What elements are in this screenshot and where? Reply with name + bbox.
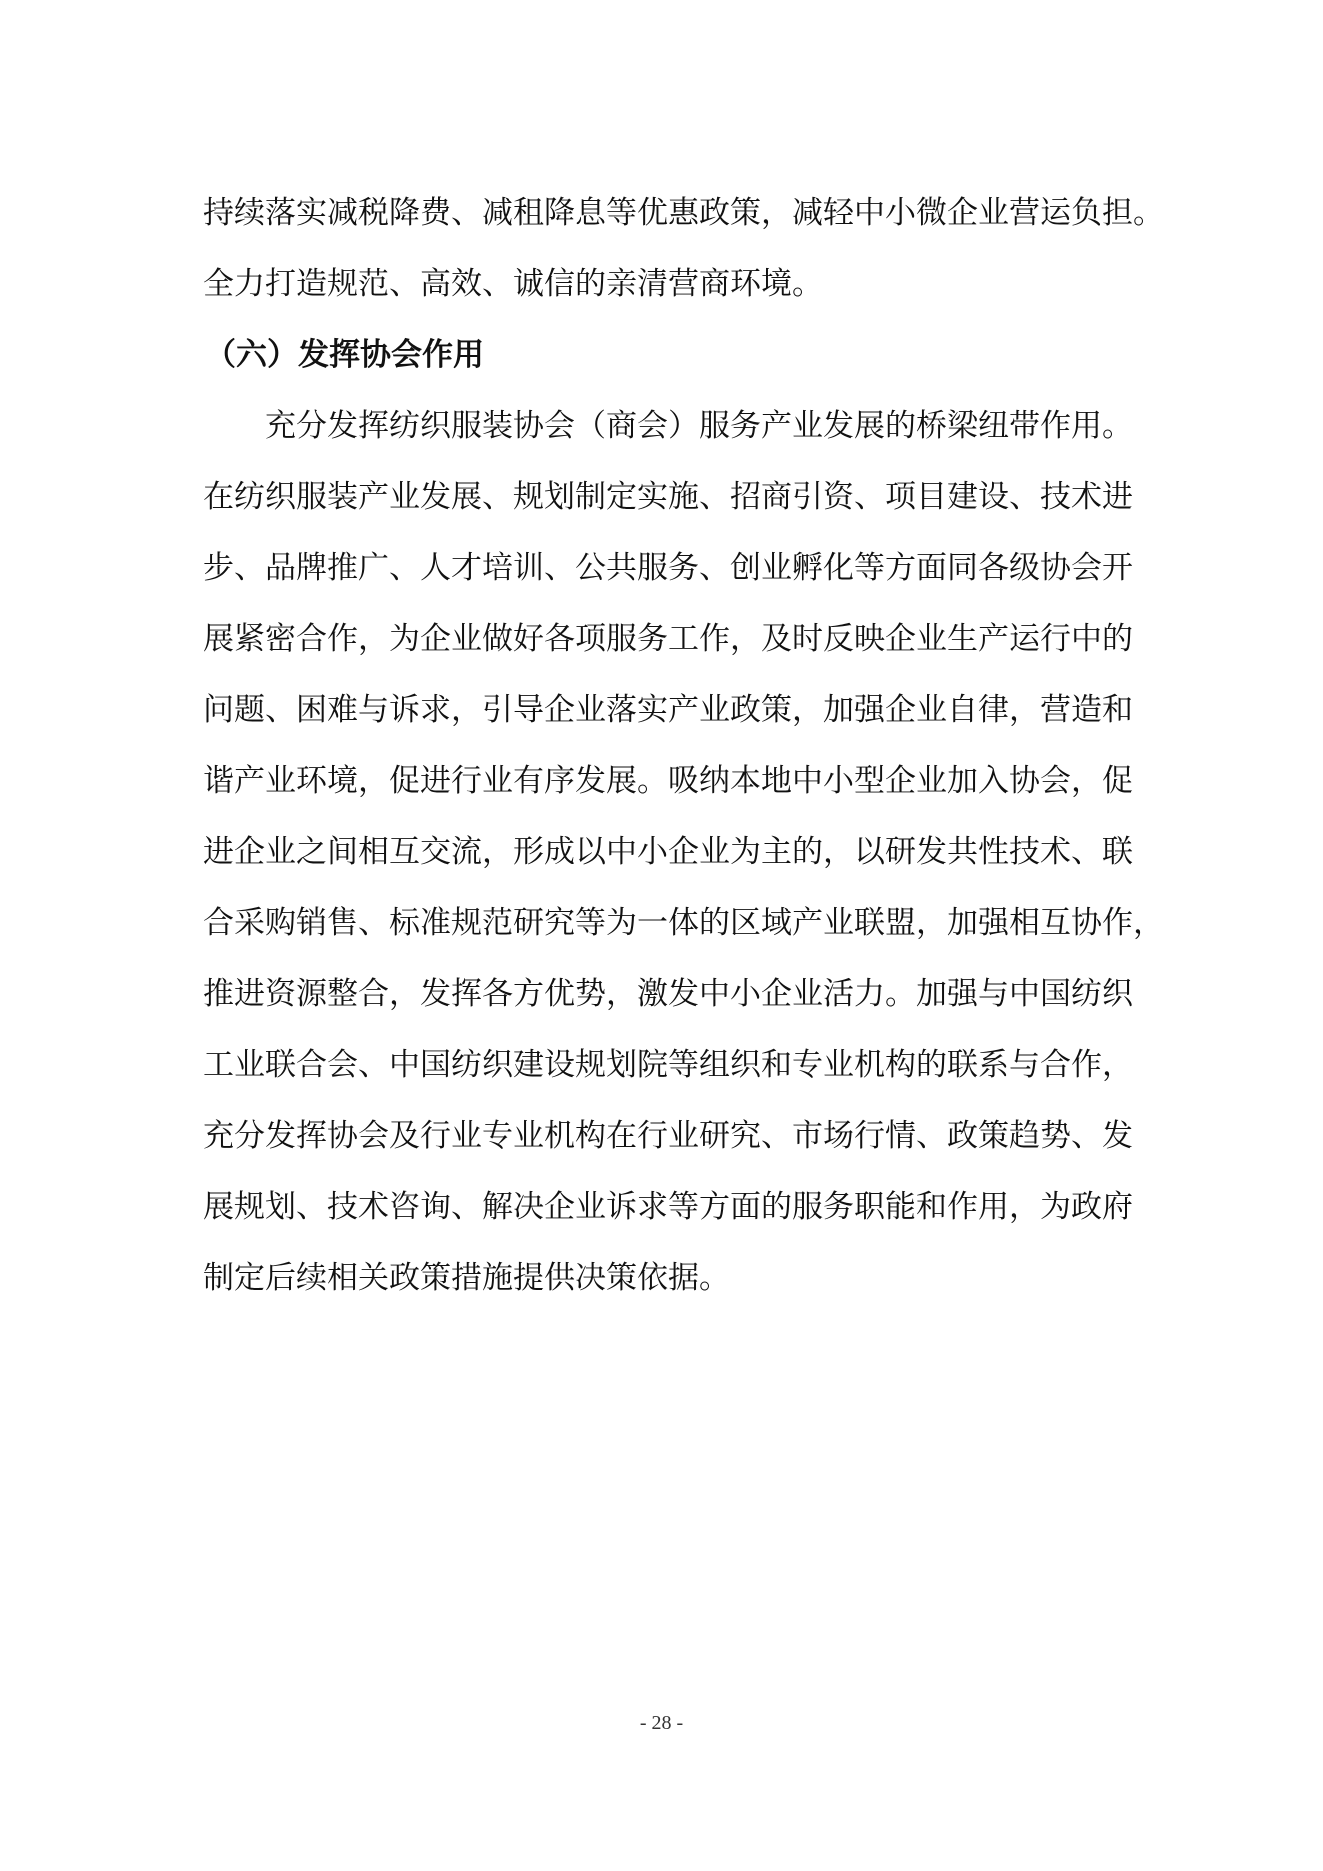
text-line: 展规划、技术咨询、解决企业诉求等方面的服务职能和作用，为政府	[203, 1189, 1133, 1225]
text-line: 持续落实减税降费、减租降息等优惠政策，减轻中小微企业营运负担。	[203, 195, 1164, 231]
text-line: 全力打造规范、高效、诚信的亲清营商环境。	[203, 266, 823, 302]
paragraph-association	[203, 391, 1164, 1314]
text-line: 充分发挥纺织服装协会（商会）服务产业发展的桥梁纽带作用。	[265, 408, 1133, 444]
section-heading: （六）发挥协会作用	[205, 337, 484, 373]
text-line: 推进资源整合，发挥各方优势，激发中小企业活力。加强与中国纺织	[203, 976, 1133, 1012]
text-line: 谐产业环境，促进行业有序发展。吸纳本地中小型企业加入协会，促	[203, 763, 1133, 799]
paragraph-continued	[203, 178, 1164, 320]
text-line: 制定后续相关政策措施提供决策依据。	[203, 1260, 730, 1296]
text-line: 充分发挥协会及行业专业机构在行业研究、市场行情、政策趋势、发	[203, 1118, 1133, 1154]
page-number: - 28 -	[639, 1712, 684, 1734]
text-line: 合采购销售、标准规范研究等为一体的区域产业联盟，加强相互协作，	[203, 905, 1164, 941]
text-line: 问题、困难与诉求，引导企业落实产业政策，加强企业自律，营造和	[203, 692, 1133, 728]
text-line: 在纺织服装产业发展、规划制定实施、招商引资、项目建设、技术进	[203, 479, 1133, 515]
text-line: 展紧密合作，为企业做好各项服务工作，及时反映企业生产运行中的	[203, 621, 1133, 657]
text-line: 步、品牌推广、人才培训、公共服务、创业孵化等方面同各级协会开	[203, 550, 1133, 586]
document-body	[203, 178, 1164, 1314]
text-line: 工业联合会、中国纺织建设规划院等组织和专业机构的联系与合作，	[203, 1047, 1133, 1083]
text-line: 进企业之间相互交流，形成以中小企业为主的，以研发共性技术、联	[203, 834, 1133, 870]
